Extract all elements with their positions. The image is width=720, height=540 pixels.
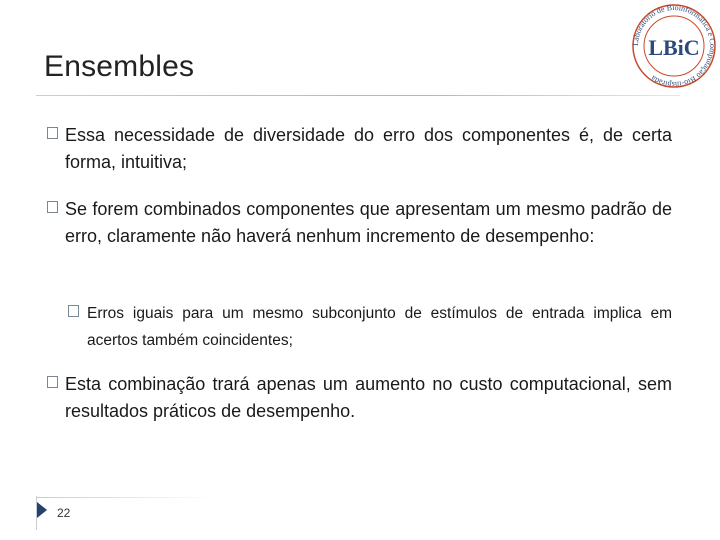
bullet-item <box>47 122 672 176</box>
logo-ring-text: Laboratório de Bioinformática e Computação Bio-inspirada <box>630 2 718 90</box>
title-divider <box>36 95 680 96</box>
sub-bullet-item <box>68 300 672 354</box>
bullet-text: Esta combinação trará apenas um aumento no custo computacional, sem resultados práticos de desempenho. <box>65 374 672 421</box>
bullet-text: Se forem combinados componentes que apresentam um mesmo padrão de erro, claramente não haverá nenhum incremento de desempenho: <box>65 199 672 246</box>
lbic-logo <box>628 2 720 90</box>
footer-triangle-icon <box>37 502 47 518</box>
page-number: 22 <box>57 506 71 520</box>
bullet-text: Essa necessidade de diversidade do erro dos componentes é, de certa forma, intuitiva; <box>65 125 672 172</box>
bullet-square-icon <box>68 305 79 317</box>
slide-title: Ensembles <box>44 50 195 83</box>
sub-bullet-text: Erros iguais para um mesmo subconjunto de estímulos de entrada implica em acertos também coincidentes; <box>87 305 672 349</box>
bullet-item <box>47 196 672 250</box>
footer-divider <box>36 497 216 498</box>
logo-center-text: LBiC <box>648 35 700 60</box>
bullet-item <box>47 371 672 425</box>
bullet-square-icon <box>47 376 58 388</box>
bullet-square-icon <box>47 201 58 213</box>
bullet-square-icon <box>47 127 58 139</box>
